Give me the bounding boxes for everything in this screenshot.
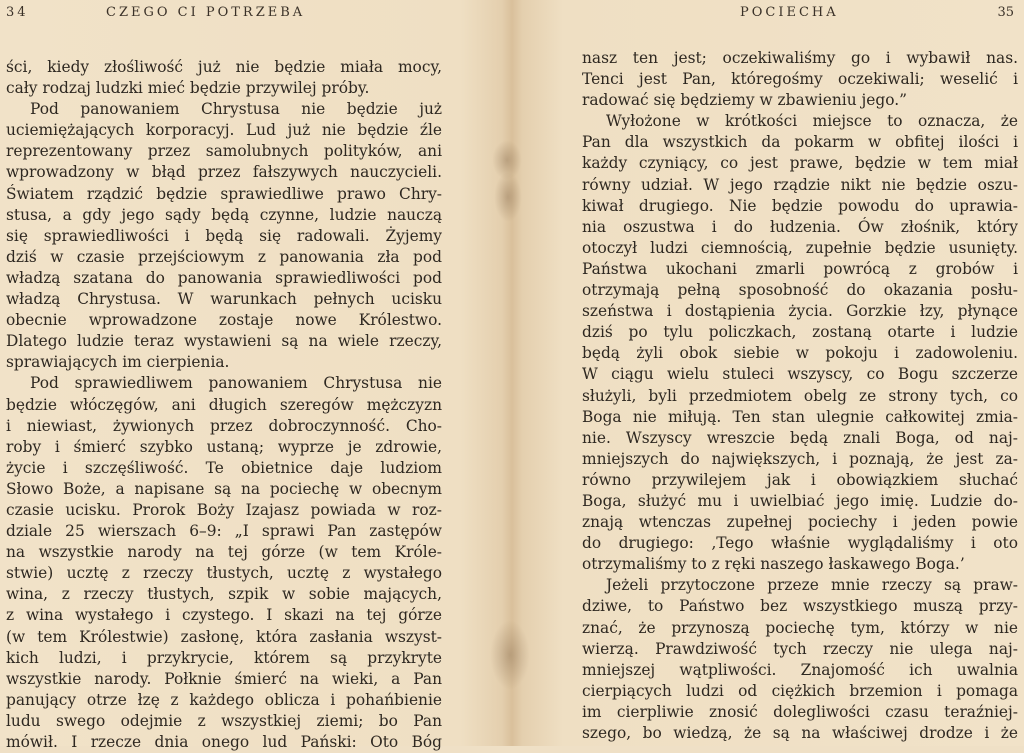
text-line: dziś w czasie przejściowym z panowania zła pod xyxy=(6,247,442,266)
text-line: ści, kiedy złośliwość już nie będzie miała mocy, xyxy=(6,58,442,76)
text-line: każdy czyniący, co jest prawe, będzie w tem miał xyxy=(582,154,1018,173)
text-line: stusa, a gdy jego sądy będą czynne, ludzie nauczą xyxy=(6,205,442,224)
text-line: będzie włóczęgów, ani długich szeregów mężczyzn xyxy=(6,395,442,414)
text-line: równo przywilejem jak i obowiązkiem słuchać xyxy=(582,470,1018,489)
text-line: im cierpliwie znosić dolegliwości czasu teraźniej- xyxy=(582,702,1018,721)
page-number: 34 xyxy=(6,5,29,20)
text-line: do drugiego: ‚Tego właśnie wyglądaliśmy i oto xyxy=(582,534,1018,553)
text-line: nie. Wszyscy wreszcie będą znali Boga, od naj- xyxy=(582,428,1018,447)
text-line: otrzymają pełną sposobność do okazania posłu- xyxy=(582,281,1018,300)
text-line: czasie ucisku. Prorok Boży Izajasz powiada w roz- xyxy=(6,500,442,519)
text-line: cały rodzaj ludzki mieć będzie przywilej próby. xyxy=(6,79,370,98)
text-line: uciemiężających korporacyj. Lud już nie będzie źle xyxy=(6,121,442,140)
text-line: mniejszej wątpliwości. Znajomość ich uwalnia xyxy=(582,660,1018,679)
text-line: nia oszustwa i do łudzenia. Ów złośnik, który xyxy=(582,217,1018,236)
text-line: otrzymaliśmy to z ręki naszego łaskawego Boga.’ xyxy=(582,555,965,574)
text-line: mówił. I rzecze dnia onego lud Pański: Oto Bóg xyxy=(6,733,442,751)
page-number: 35 xyxy=(997,5,1014,20)
text-line: Państwa ukochani zmarli powrócą z grobów i xyxy=(582,259,1018,278)
text-line: stwie) ucztę z rzeczy tłustych, ucztę z wystałego xyxy=(6,564,442,583)
text-line: wszystkie narody. Połknie śmierć na wieki, a Pan xyxy=(6,669,442,688)
text-line: obecnie wprowadzone zostaje nowe Królestwo. xyxy=(6,311,442,330)
text-line: wina, z rzeczy tłustych, szpik w sobie mających, xyxy=(6,585,442,604)
right-page xyxy=(512,0,1024,746)
text-line: szeństwa i dostąpienia życia. Gorzkie łzy, płynące xyxy=(582,302,1018,321)
text-line: Słowo Boże, a napisane są na pociechę w obecnym xyxy=(6,479,442,498)
body-text xyxy=(6,57,442,753)
text-line: władzą Chrystusa. W warunkach pełnych ucisku xyxy=(6,290,442,309)
text-line: sprawiających im cierpienia. xyxy=(6,353,230,372)
text-line: (w tem Królestwie) zasłonę, która zasłania wszyst- xyxy=(6,627,442,646)
text-line: będą żyli obok siebie w pokoju i zadowoleniu. xyxy=(582,344,1018,363)
text-line: Pan dla wszystkich da pokarm w obfitej ilości i xyxy=(582,133,1018,152)
text-line: nasz ten jest; oczekiwaliśmy go i wybawił nas. xyxy=(582,49,1018,67)
text-line: reprezentowany przez samolubnych polityków, ani xyxy=(6,142,442,161)
text-line: wprowadzony w błąd przez fałszywych nauczycieli. xyxy=(6,163,442,182)
text-line: znać, że przynoszą pociechę tym, którzy w nie xyxy=(582,618,1018,637)
text-line: Pod panowaniem Chrystusa nie będzie już xyxy=(30,100,442,119)
text-line: życie i szczęśliwość. Te obietnice daje ludziom xyxy=(6,458,442,477)
text-line: Pod sprawiedliwem panowaniem Chrystusa nie xyxy=(30,374,442,393)
text-line: się sprawiedliwości i będą się radowali. Żyjemy xyxy=(6,226,442,245)
text-line: Jeżeli przytoczone przeze mnie rzeczy są praw- xyxy=(606,576,1018,595)
text-line: otoczył ludzi ciemnością, zupełnie będzie usunięty. xyxy=(582,238,1018,257)
text-line: Światem rządzić będzie sprawiedliwe prawo Chry- xyxy=(6,184,442,203)
text-line: cierpiących ludzi od ciężkich brzemion i pomaga xyxy=(582,681,1018,700)
text-line: roby i śmierć szybko ustaną; wyprze je zdrowie, xyxy=(6,437,442,456)
text-line: szego, bo wiedzą, że są na właściwej drodze i że xyxy=(582,724,1018,742)
body-text xyxy=(582,48,1018,744)
text-line: dziś po tylu policzkach, zostaną otarte i ludzie xyxy=(582,323,1018,342)
text-line: z wina wystałego i czystego. I skazi na tej górze xyxy=(6,606,442,625)
text-line: na wszystkie narody na tej górze (w tem Króle- xyxy=(6,543,442,562)
text-line: ludu swego odejmie z wszystkiej ziemi; bo Pan xyxy=(6,711,442,730)
text-line: dziale 25 wierszach 6–9: „I sprawi Pan zastępów xyxy=(6,522,442,541)
text-line: i niewiast, żywionych przez dobroczynność. Cho- xyxy=(6,416,442,435)
text-line: władzą szatana do panowania sprawiedliwości pod xyxy=(6,268,442,287)
text-line: kiwał drugiego. Nie będzie powodu do uprawia- xyxy=(582,196,1018,215)
text-line: Tenci jest Pan, któregośmy oczekiwali; weselić i xyxy=(582,70,1018,89)
text-line: panujący otrze łzę z każdego oblicza i pohańbienie xyxy=(6,690,442,709)
text-line: wierzą. Prawdziwość tych rzeczy nie ulega naj- xyxy=(582,639,1018,658)
text-line: radować się będziemy w zbawieniu jego.” xyxy=(582,91,907,110)
running-head: POCIECHA xyxy=(740,5,839,20)
text-line: służyli, byli przedmiotem obelg ze strony tych, co xyxy=(582,386,1018,405)
text-line: W ciągu wielu stuleci wszyscy, co Bogu szczerze xyxy=(582,365,1018,384)
text-line: Boga, służyć mu i uwielbiać jego imię. Ludzie do- xyxy=(582,491,1018,510)
text-line: Dlatego ludzie teraz wystawieni są na wiele rzeczy, xyxy=(6,332,442,351)
text-line: mniejszych do największych, i poznają, że jest za- xyxy=(582,449,1018,468)
text-line: dziwe, to Państwo bez wszystkiego muszą przy- xyxy=(582,597,1018,616)
left-page xyxy=(0,0,512,751)
text-line: Wyłożone w krótkości miejsce to oznacza, że xyxy=(606,112,1018,131)
text-line: kich ludzi, i przykrycie, którem są przykryte xyxy=(6,648,442,667)
text-line: równy udział. W jego rządzie nikt nie będzie oszu- xyxy=(582,175,1018,194)
running-head: CZEGO CI POTRZEBA xyxy=(106,5,306,20)
text-line: Boga nie miłują. Ten stan ulegnie całkowitej zmia- xyxy=(582,407,1018,426)
text-line: znają wtenczas zupełnej pociechy i jeden powie xyxy=(582,513,1018,532)
